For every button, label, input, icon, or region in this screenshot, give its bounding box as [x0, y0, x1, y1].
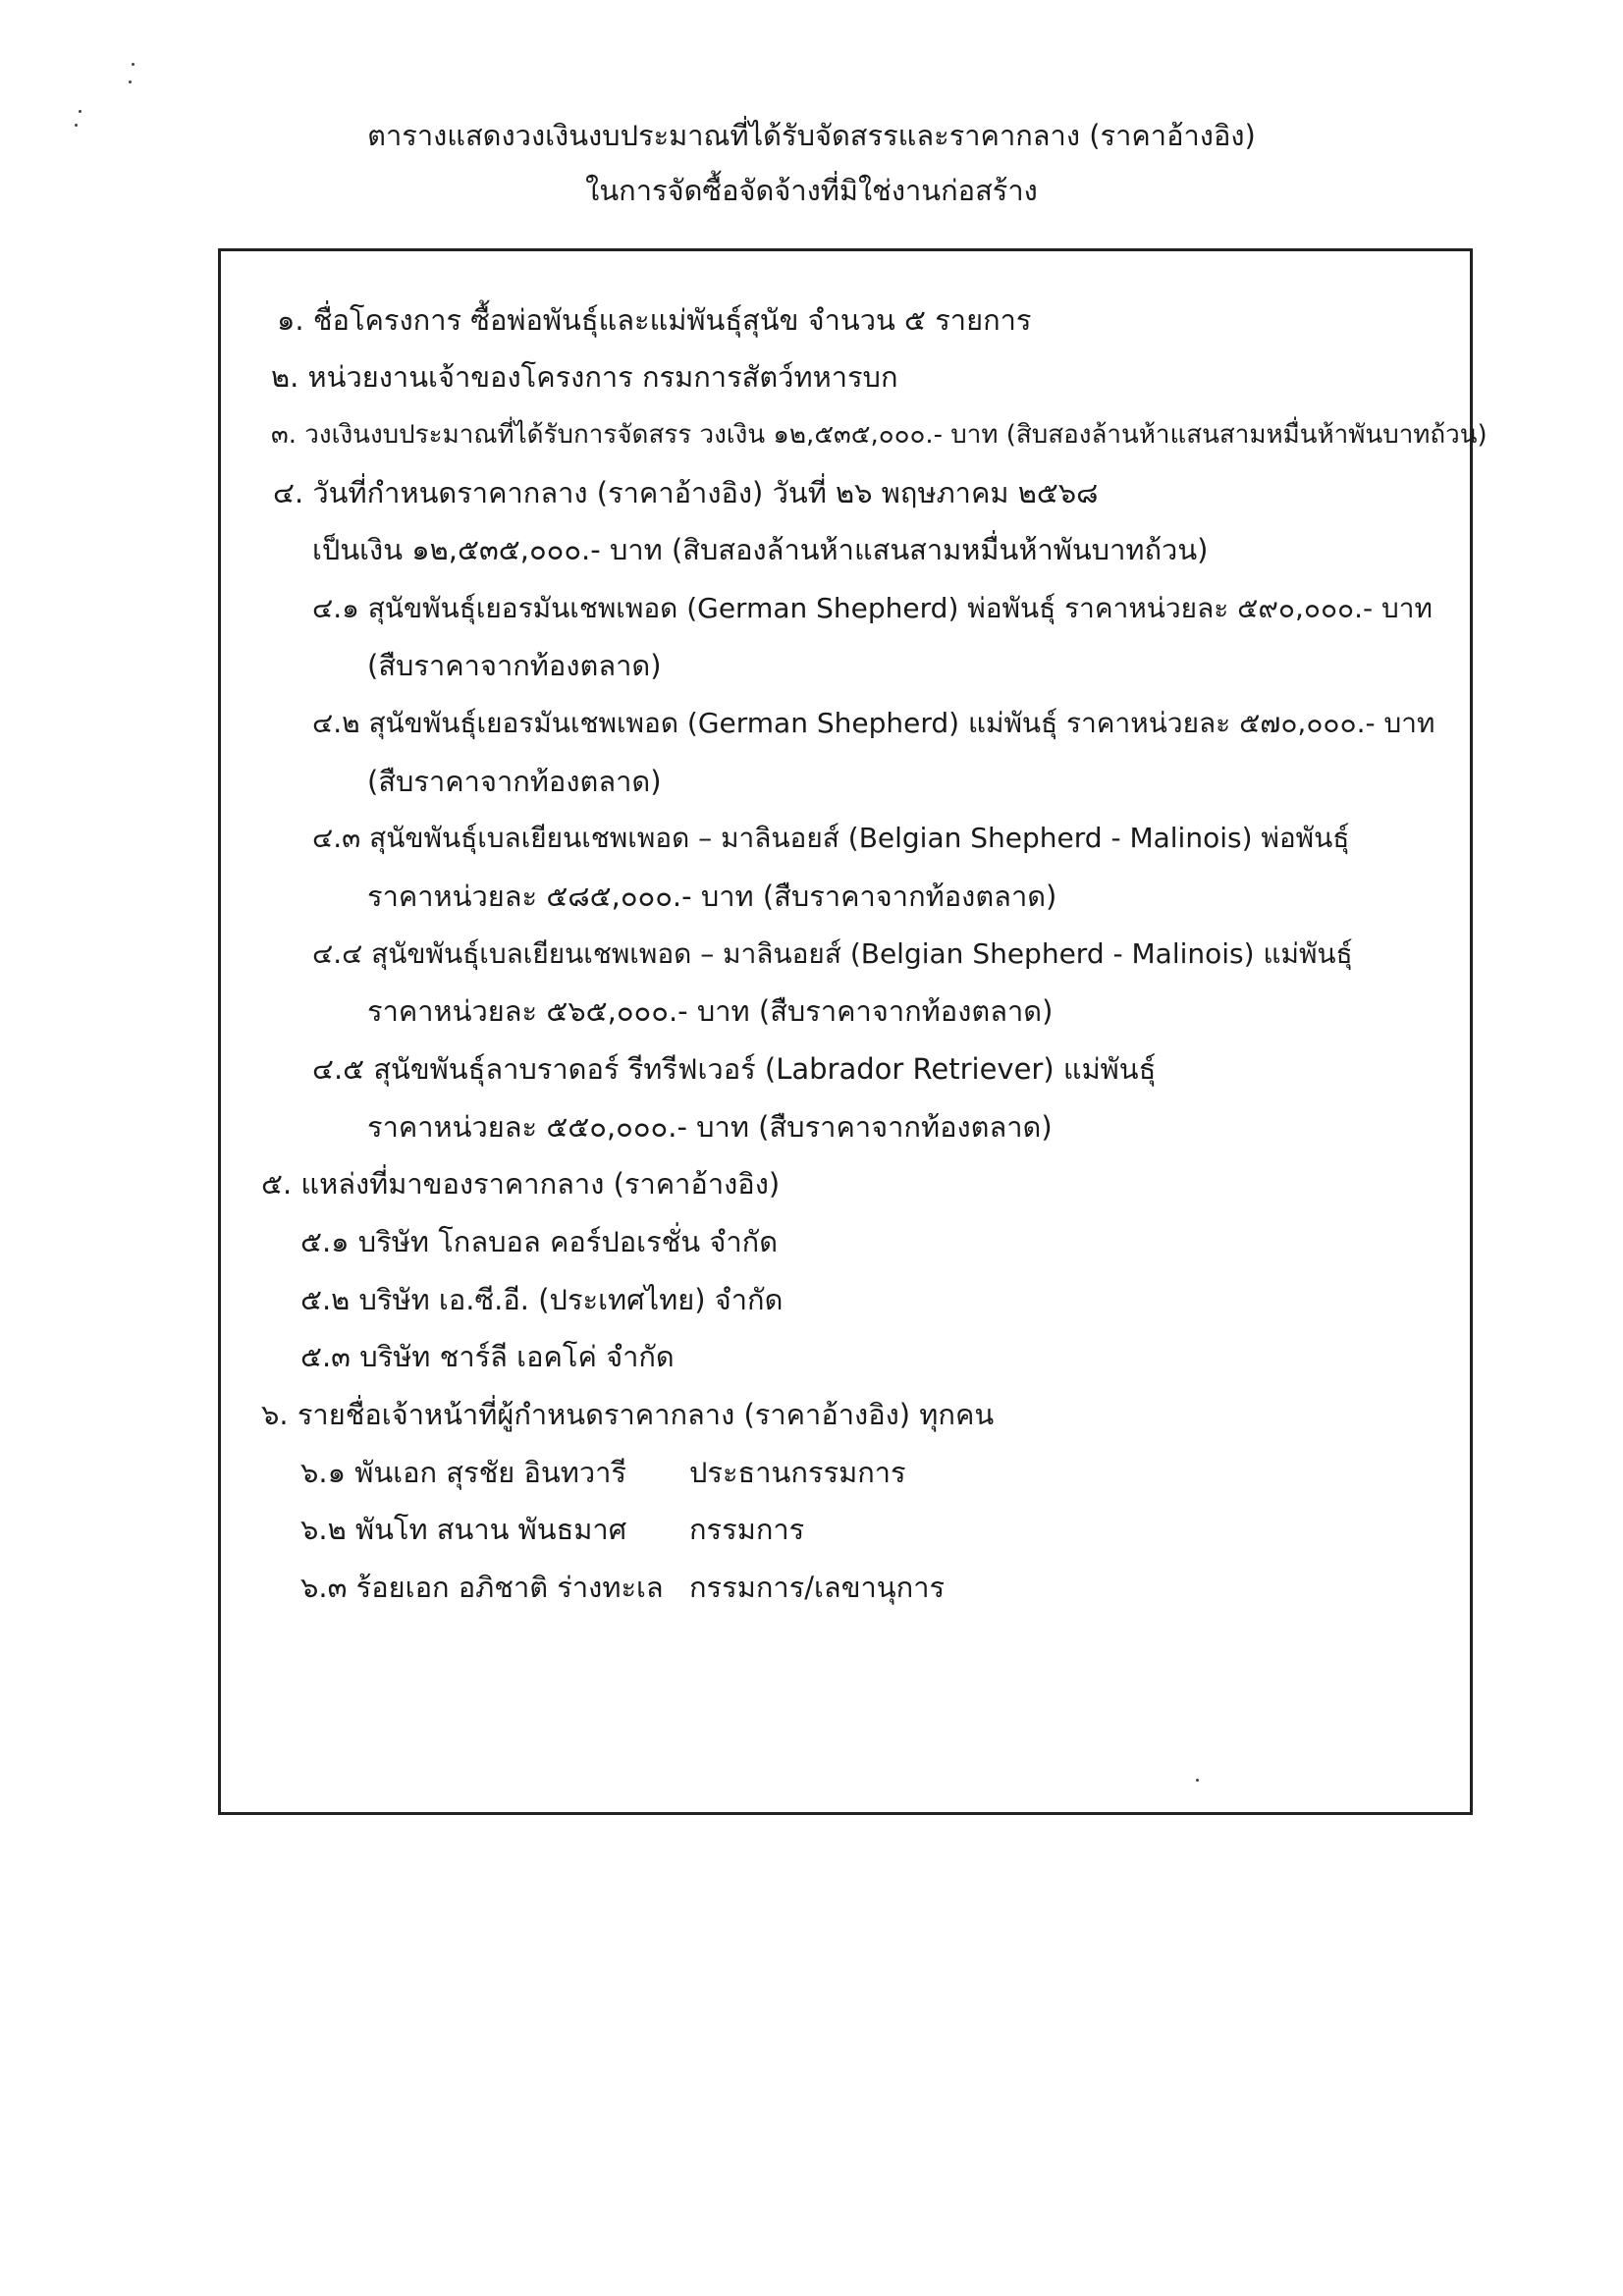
item-4-1-line1: ๔.๑ สุนัขพันธุ์เยอรมันเชพเพอด (German Shepherd) พ่อพันธุ์ ราคาหน่วยละ ๕๙๐,๐๐๐.- บาท — [312, 592, 1433, 624]
scan-speck — [79, 110, 81, 113]
item-5-3-source: ๕.๓ บริษัท ชาร์ลี เอคโค่ จำกัด — [300, 1340, 675, 1373]
item-4-4-line1: ๔.๔ สุนัขพันธุ์เบลเยียนเชพเพอด – มาลินอยส์ (Belgian Shepherd - Malinois) แม่พันธุ์ — [312, 937, 1353, 970]
committee-member-role: ประธานกรรมการ — [689, 1456, 906, 1489]
scan-speck — [75, 124, 78, 127]
item-4-5-line2: ราคาหน่วยละ ๕๕๐,๐๐๐.- บาท (สืบราคาจากท้องตลาด) — [367, 1110, 1053, 1144]
item-4-reference-date: ๔. วันที่กำหนดราคากลาง (ราคาอ้างอิง) วันที่ ๒๖ พฤษภาคม ๒๕๖๘ — [273, 476, 1099, 509]
item-2-agency: ๒. หน่วยงานเจ้าของโครงการ กรมการสัตว์ทหารบก — [271, 360, 898, 394]
item-3-budget: ๓. วงเงินงบประมาณที่ได้รับการจัดสรร วงเงิน ๑๒,๕๓๕,๐๐๐.- บาท (สิบสองล้านห้าแสนสามหมื่นห้าพันบาทถ้วน) — [271, 420, 1488, 450]
document-title-line1: ตารางแสดงวงเงินงบประมาณที่ได้รับจัดสรรและราคากลาง (ราคาอ้างอิง) — [367, 119, 1256, 152]
item-4-3-line1: ๔.๓ สุนัขพันธุ์เบลเยียนเชพเพอด – มาลินอยส์ (Belgian Shepherd - Malinois) พ่อพันธุ์ — [312, 822, 1350, 854]
item-4-4-line2: ราคาหน่วยละ ๕๖๕,๐๐๐.- บาท (สืบราคาจากท้องตลาด) — [367, 994, 1054, 1028]
document-title-line2: ในการจัดซื้อจัดจ้างที่มิใช่งานก่อสร้าง — [585, 174, 1038, 207]
committee-member-role: กรรมการ — [689, 1513, 805, 1546]
item-5-1-source: ๕.๑ บริษัท โกลบอล คอร์ปอเรชั่น จำกัด — [300, 1225, 779, 1258]
item-4-3-line2: ราคาหน่วยละ ๕๘๕,๐๐๐.- บาท (สืบราคาจากท้องตลาด) — [367, 880, 1057, 913]
item-4-5-line1: ๔.๕ สุนัขพันธุ์ลาบราดอร์ รีทรีฟเวอร์ (Labrador Retriever) แม่พันธุ์ — [312, 1052, 1157, 1086]
item-4-amount: เป็นเงิน ๑๒,๕๓๕,๐๐๐.- บาท (สิบสองล้านห้าแสนสามหมื่นห้าพันบาทถ้วน) — [312, 533, 1209, 566]
item-1-project-name: ๑. ชื่อโครงการ ซื้อพ่อพันธุ์และแม่พันธุ์สุนัข จำนวน ๕ รายการ — [277, 303, 1032, 337]
item-4-1-line2: (สืบราคาจากท้องตลาด) — [367, 649, 662, 682]
scan-speck — [1196, 1779, 1199, 1782]
committee-member-role: กรรมการ/เลขานุการ — [689, 1571, 946, 1604]
item-4-2-line2: (สืบราคาจากท้องตลาด) — [367, 765, 662, 798]
item-5-2-source: ๕.๒ บริษัท เอ.ซี.อี. (ประเทศไทย) จำกัด — [300, 1283, 784, 1316]
item-4-2-line1: ๔.๒ สุนัขพันธุ์เยอรมันเชพเพอด (German Shepherd) แม่พันธุ์ ราคาหน่วยละ ๕๗๐,๐๐๐.- บาท — [312, 707, 1435, 739]
committee-member-name: ๖.๓ ร้อยเอก อภิชาติ ร่างทะเล — [300, 1571, 664, 1604]
item-5-sources: ๕. แหล่งที่มาของราคากลาง (ราคาอ้างอิง) — [261, 1167, 781, 1201]
item-6-committee: ๖. รายชื่อเจ้าหน้าที่ผู้กำหนดราคากลาง (ราคาอ้างอิง) ทุกคน — [261, 1398, 995, 1431]
committee-member-name: ๖.๒ พันโท สนาน พันธมาศ — [300, 1513, 627, 1546]
scan-speck — [129, 80, 132, 83]
scan-speck — [132, 63, 135, 66]
committee-member-name: ๖.๑ พันเอก สุรชัย อินทวารี — [300, 1456, 626, 1489]
